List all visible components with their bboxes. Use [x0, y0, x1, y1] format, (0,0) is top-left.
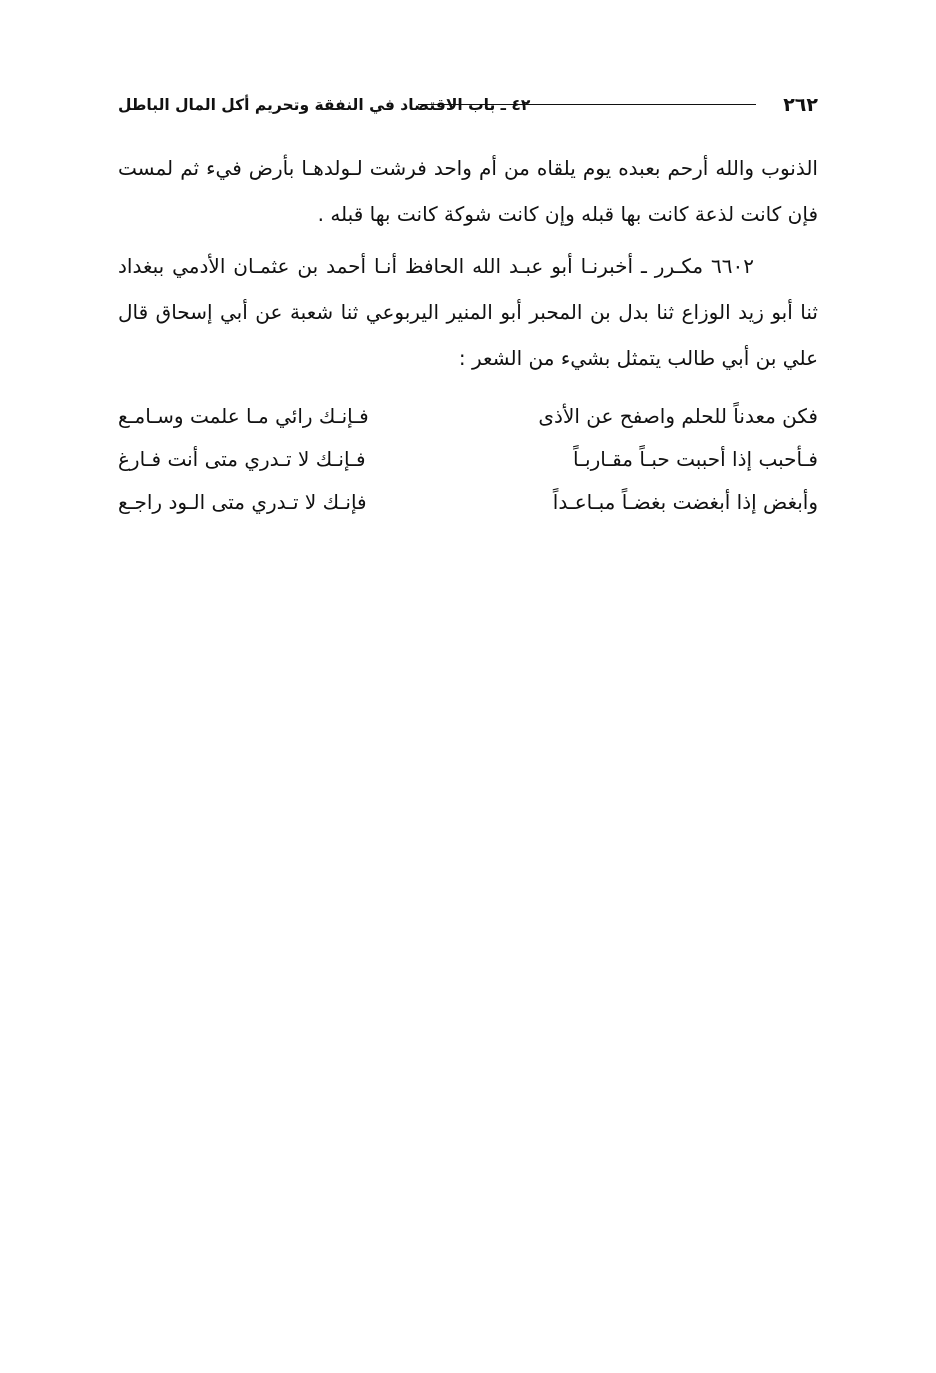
verse-first-hemistich: وأبغض إذا أبغضت بغضـاً مبـاعـداً	[552, 490, 818, 514]
running-title: ٤٢ ـ باب الاقتصاد في النفقة وتحريم أكل المال الباطل	[118, 96, 531, 114]
page-number: ٢٦٢	[783, 94, 818, 116]
verse-second-hemistich: فإنـك لا تـدري متى الـود راجـع	[118, 490, 367, 514]
verse-first-hemistich: فـأحبب إذا أحببت حبـاً مقـاربـاً	[573, 447, 818, 471]
verse-second-hemistich: فـإنـك لا تـدري متى أنت فـارغ	[118, 447, 366, 471]
verse-second-hemistich: فـإنـك رائي مـا علمت وسـامـع	[118, 404, 369, 428]
poem-verse	[118, 395, 818, 438]
paragraph: الذنوب والله أرحم بعبده يوم يلقاه من أم واحد فرشت لـولدهـا بأرض فيء ثم لمست فإن كانت لذعة كانت بها قبله وإن كانت شوكة كانت بها قبله .	[118, 156, 818, 226]
poem	[118, 395, 818, 524]
poem-verse	[118, 481, 818, 524]
page-header	[118, 92, 818, 122]
poem-verse	[118, 438, 818, 481]
verse-first-hemistich: فكن معدناً للحلم واصفح عن الأذى	[538, 404, 818, 428]
page-body	[118, 145, 818, 524]
hadith-paragraph: ٦٦٠٢ مكـرر ـ أخبرنـا أبو عبـد الله الحافظ أنـا أحمد بن عثمـان الأدمي ببغداد ثنا أبو زيد الوزاع ثنا بدل بن المحبر أبو المنير اليربوعي ثنا شعبة عن أبي إسحاق قال علي بن أبي طالب يتمثل بشيء من الشعر :	[118, 254, 818, 370]
